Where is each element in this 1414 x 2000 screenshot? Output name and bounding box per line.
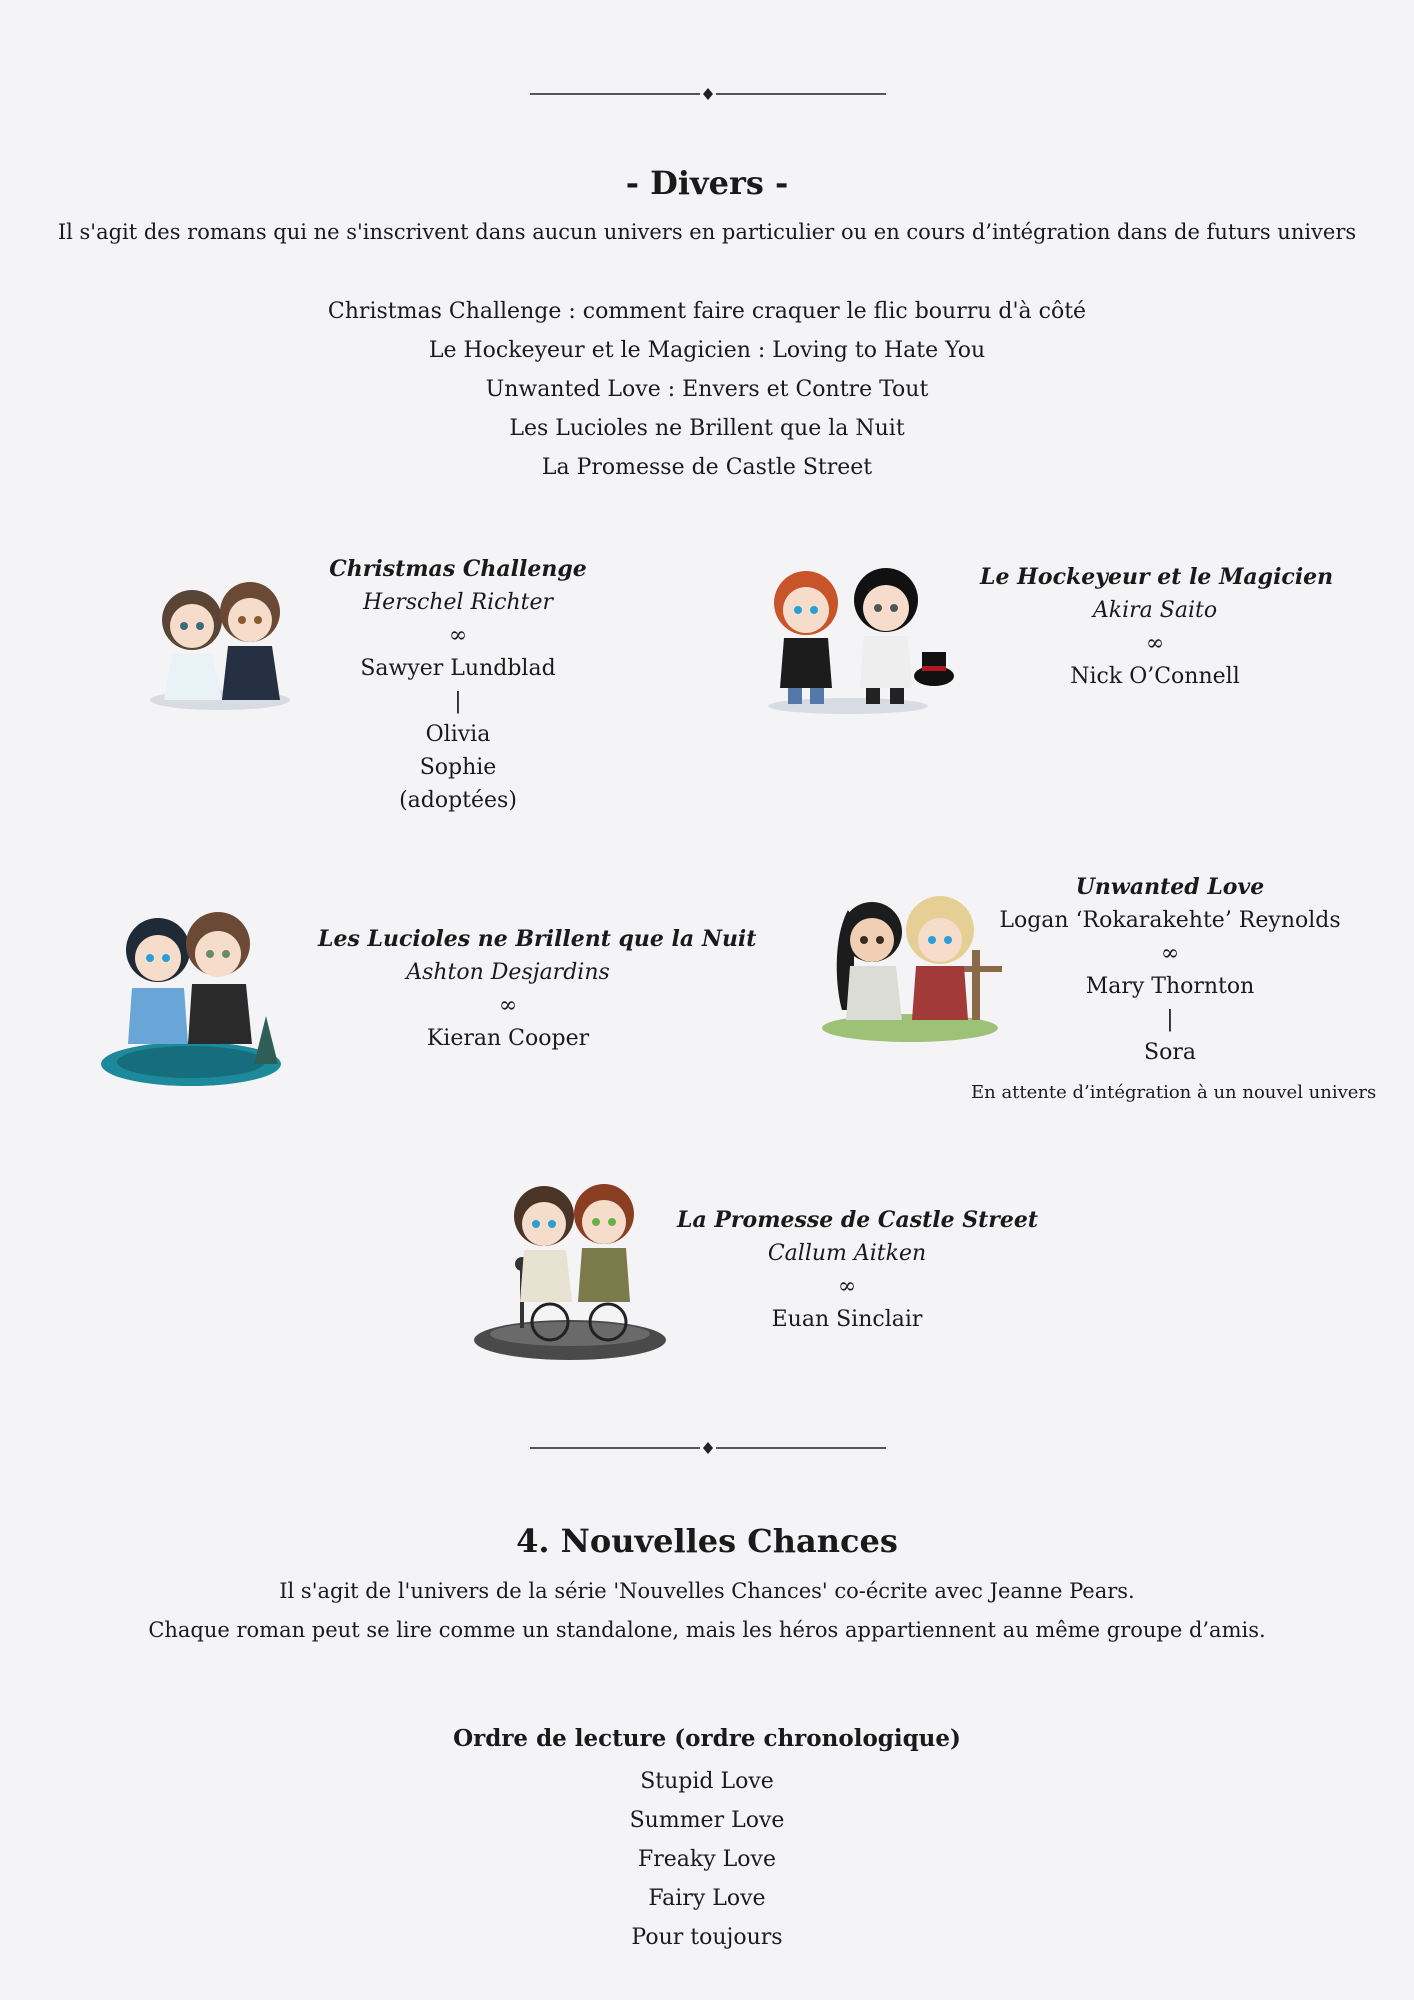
chibi-couple-castle-icon: [470, 1164, 670, 1360]
section-description-divers: Il s'agit des romans qui ne s'inscrivent dans aucun univers en particulier ou en cours d’intégration dans de futurs univers: [57, 220, 1357, 244]
infinity-symbol: ∞: [837, 1274, 857, 1299]
child-name: Olivia: [425, 722, 491, 747]
chibi-couple-christmas-icon: [130, 560, 310, 720]
reading-order-title: Ordre de lecture (ordre chronologique): [453, 1725, 961, 1752]
character-name: Mary Thornton: [1085, 974, 1255, 999]
separator: |: [1166, 1007, 1174, 1032]
character-name: Sawyer Lundblad: [360, 656, 556, 681]
book-card-castle: [677, 1204, 1039, 1336]
infinity-symbol: ∞: [448, 623, 468, 648]
infinity-symbol: ∞: [1160, 941, 1180, 966]
child-name: Sophie: [419, 755, 497, 780]
book-list-item[interactable]: Les Lucioles ne Brillent que la Nuit: [509, 416, 905, 441]
reading-order-item[interactable]: Stupid Love: [640, 1769, 774, 1794]
reading-order-item[interactable]: Summer Love: [629, 1808, 785, 1833]
book-list-item[interactable]: Unwanted Love : Envers et Contre Tout: [485, 377, 929, 402]
book-title[interactable]: Christmas Challenge: [329, 556, 587, 582]
book-list-divers: [0, 292, 1414, 487]
infinity-symbol: ∞: [1145, 631, 1165, 656]
character-name: Kieran Cooper: [426, 1026, 590, 1051]
character-name: Akira Saito: [1092, 598, 1218, 623]
book-title[interactable]: Le Hockeyeur et le Magicien: [980, 564, 1334, 590]
section-title-divers: - Divers -: [625, 164, 789, 202]
ornamental-divider-bottom: [530, 1441, 886, 1455]
reading-order-item[interactable]: Fairy Love: [648, 1886, 766, 1911]
book-card-unwanted: [960, 871, 1380, 1069]
chibi-couple-lucioles-icon: [96, 896, 286, 1090]
book-list-item[interactable]: La Promesse de Castle Street: [541, 455, 873, 480]
character-name: Callum Aitken: [767, 1241, 927, 1266]
separator: |: [454, 689, 462, 714]
book-title[interactable]: Les Lucioles ne Brillent que la Nuit: [318, 926, 757, 952]
reading-order-list: [0, 1762, 1414, 1957]
section-title-nouvelles-chances: 4. Nouvelles Chances: [516, 1522, 898, 1560]
book-list-item[interactable]: Christmas Challenge : comment faire craquer le flic bourru d'à côté: [327, 299, 1087, 324]
integration-note: En attente d’intégration à un nouvel univers: [971, 1082, 1377, 1103]
infinity-symbol: ∞: [498, 993, 518, 1018]
children-note: (adoptées): [399, 788, 517, 813]
book-card-lucioles: [318, 923, 757, 1055]
character-name: Nick O’Connell: [1070, 664, 1240, 689]
book-card-christmas: [308, 553, 608, 817]
book-title[interactable]: Unwanted Love: [1075, 874, 1265, 900]
ornamental-divider-top: [530, 87, 886, 101]
child-name: Sora: [1144, 1040, 1196, 1065]
chibi-couple-hockey-icon: [738, 548, 958, 718]
character-name: Ashton Desjardins: [406, 960, 610, 985]
book-title[interactable]: La Promesse de Castle Street: [677, 1207, 1039, 1233]
book-card-hockey: [980, 561, 1334, 693]
reading-order-item[interactable]: Pour toujours: [631, 1925, 783, 1950]
character-name: Euan Sinclair: [771, 1307, 923, 1332]
reading-order-item[interactable]: Freaky Love: [638, 1847, 776, 1872]
character-name: Logan ‘Rokarakehte’ Reynolds: [999, 908, 1341, 933]
character-name: Herschel Richter: [362, 590, 554, 615]
book-list-item[interactable]: Le Hockeyeur et le Magicien : Loving to Hate You: [428, 338, 986, 363]
section-description-nouvelles-chances: Il s'agit de l'univers de la série 'Nouvelles Chances' co-écrite avec Jeanne Pears. Chaque roman peut se lire comme un standalone, mais les héros appartiennent au même groupe d’amis.: [148, 1579, 1266, 1642]
